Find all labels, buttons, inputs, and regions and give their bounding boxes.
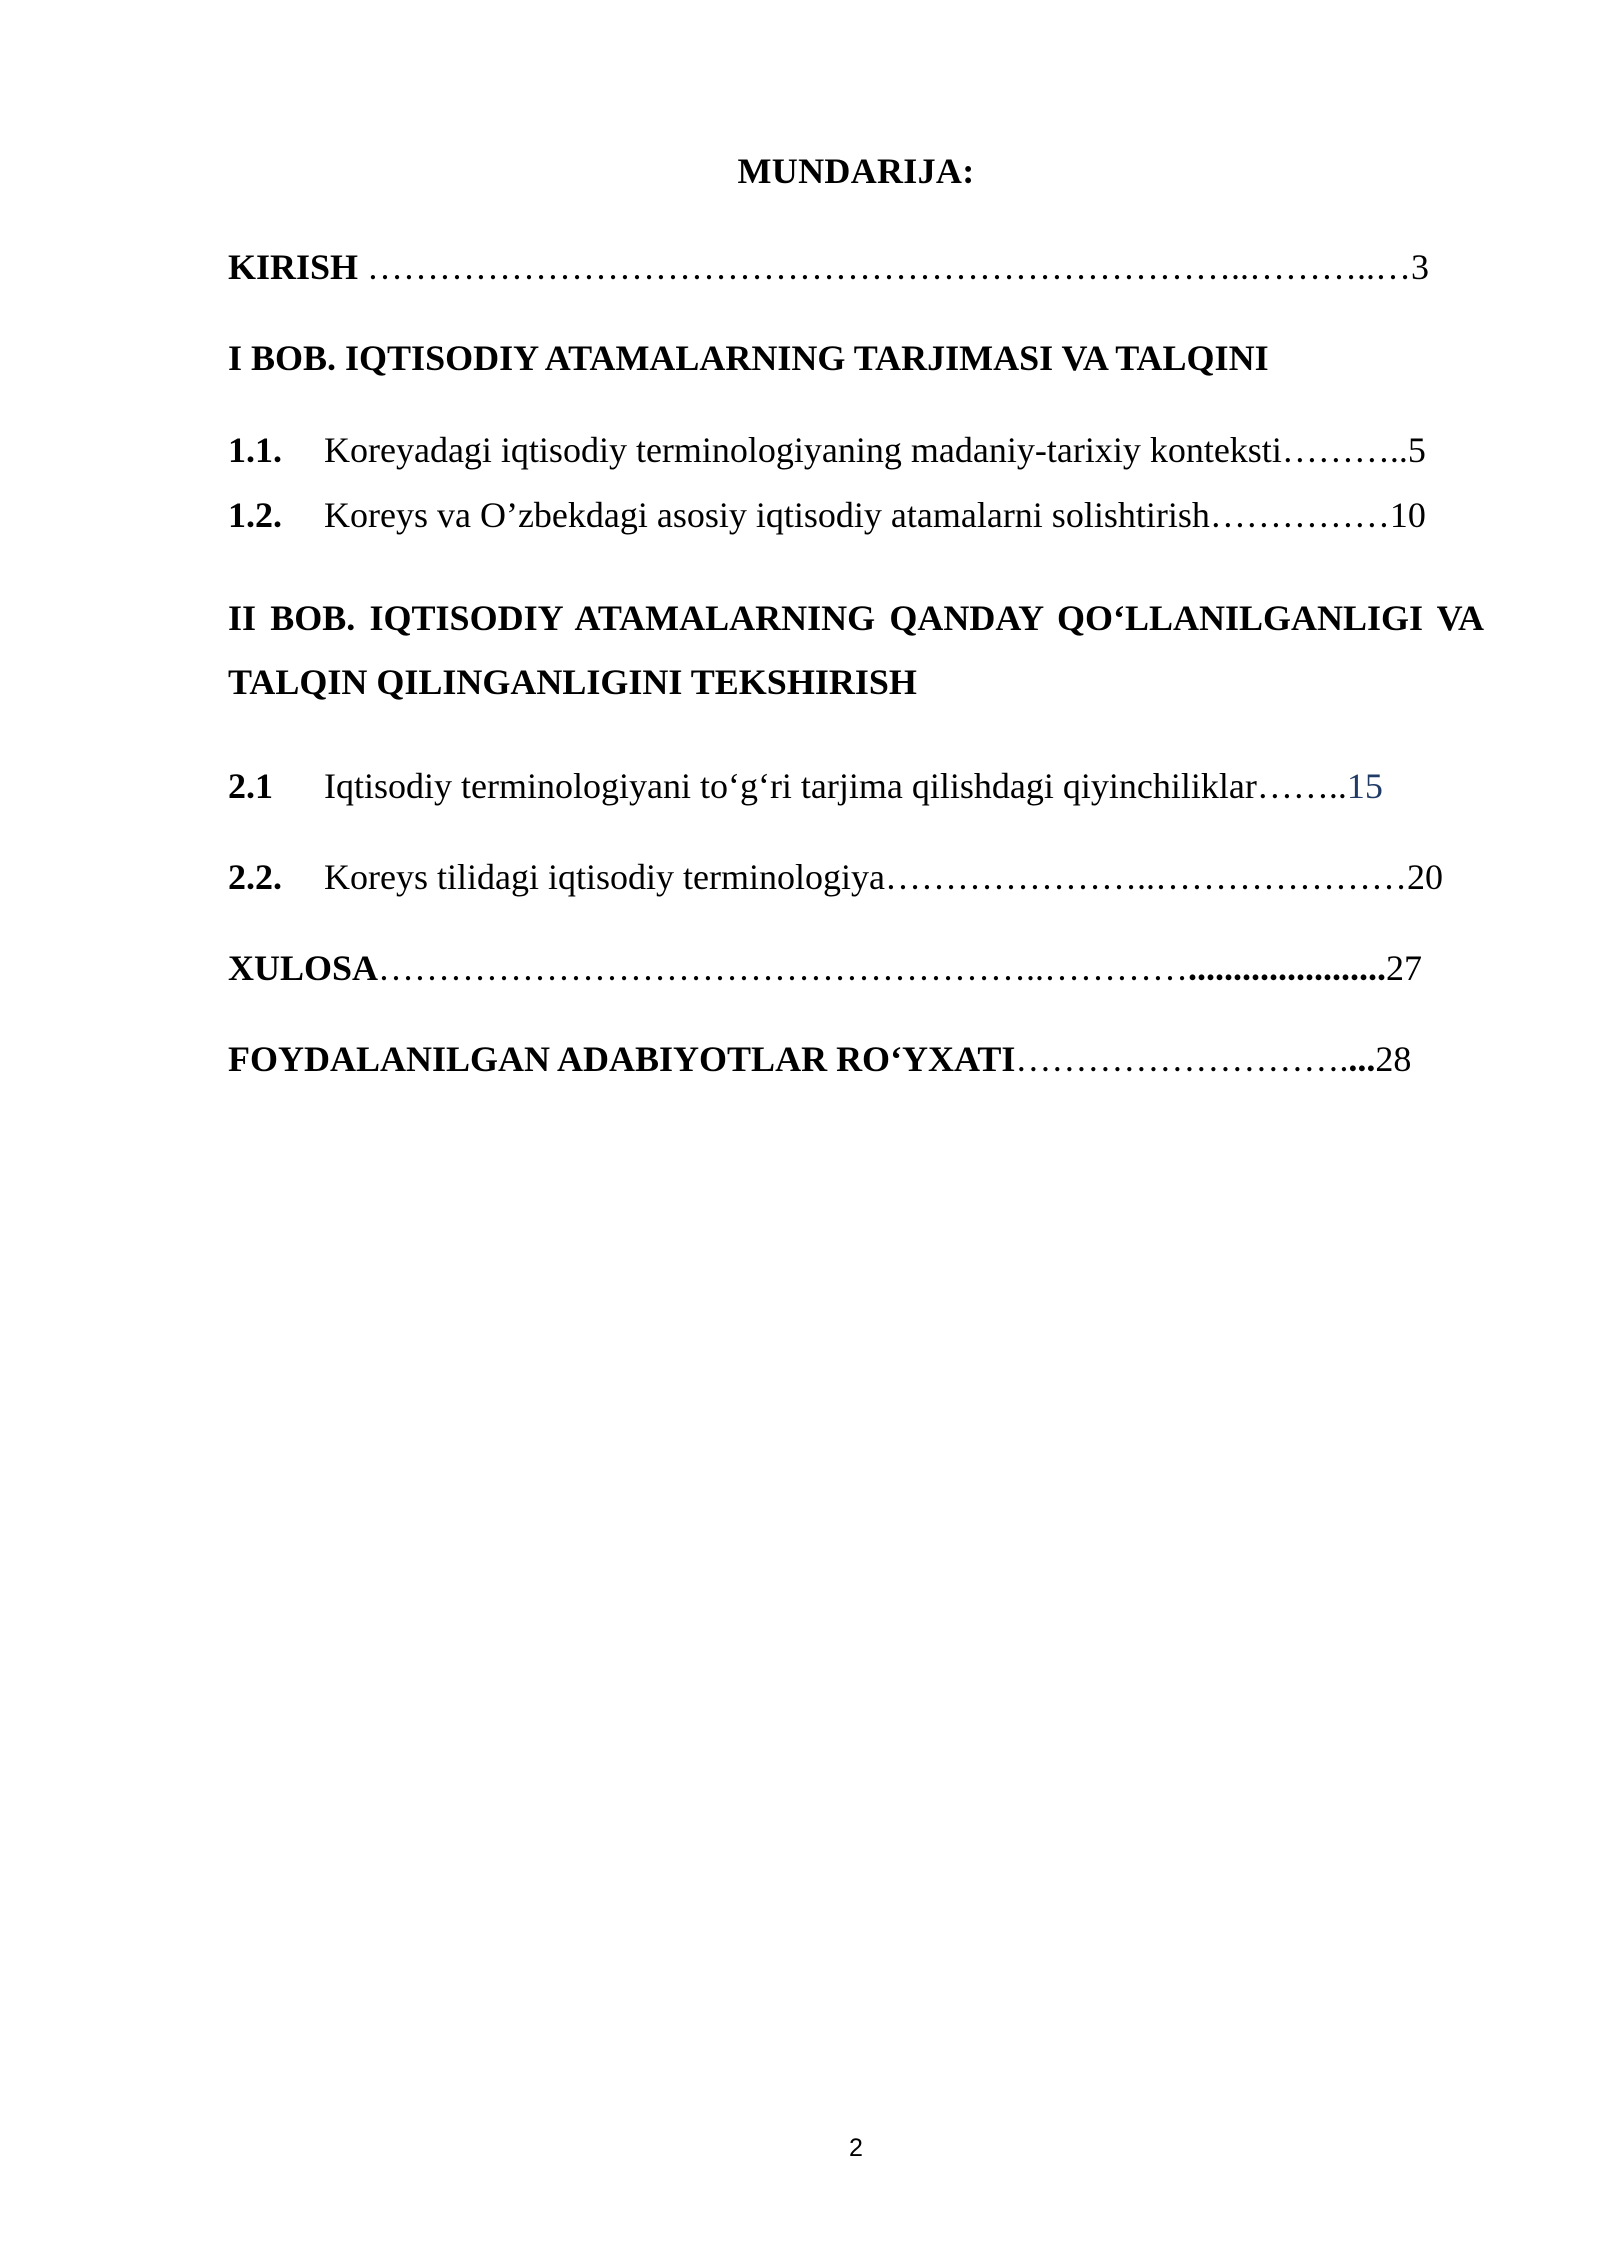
- toc-page-number: 3: [1411, 247, 1430, 287]
- toc-leader-dots: ……………: [1209, 495, 1390, 535]
- toc-section-number: 1.1.: [228, 430, 282, 470]
- toc-entry-text: Koreyadagi iqtisodiy terminologiyaning madaniy-tarixiy konteksti: [324, 430, 1282, 470]
- toc-entry-1-1[interactable]: [228, 428, 1426, 472]
- toc-leader-dots: ………………………………………………………………..………..…: [358, 247, 1412, 287]
- toc-leader-dots: ………..: [1281, 430, 1408, 470]
- toc-leader-dots: ………………………………………………..…………: [378, 948, 1189, 988]
- toc-entry-1-2[interactable]: [228, 493, 1426, 537]
- toc-chapter-1-heading[interactable]: I BOB. IQTISODIY ATAMALARNING TARJIMASI VA TALQINI: [228, 338, 1269, 378]
- toc-section-number: 2.1: [228, 766, 273, 806]
- toc-leader-dots: ……………………….: [1015, 1039, 1349, 1079]
- toc-entry-kirish[interactable]: [228, 245, 1429, 289]
- toc-page-number: 20: [1406, 857, 1443, 897]
- toc-page-number: 28: [1375, 1039, 1412, 1079]
- toc-entry-label: KIRISH: [228, 247, 359, 287]
- toc-leader-dots: …………………..…………………: [884, 857, 1407, 897]
- toc-page-number: 5: [1407, 430, 1426, 470]
- toc-leader-dots-bold: ......................: [1188, 948, 1387, 988]
- page-number-footer: 2: [849, 2134, 863, 2162]
- toc-entry-label: XULOSA: [228, 948, 379, 988]
- toc-entry-text: Iqtisodiy terminologiyani to‘g‘ri tarjima qilishdagi qiyinchiliklar: [324, 766, 1257, 806]
- toc-entry-label: FOYDALANILGAN ADABIYOTLAR RO‘YXATI: [228, 1039, 1016, 1079]
- page-title: MUNDARIJA:: [737, 151, 975, 191]
- toc-leader-dots: ……..: [1256, 766, 1347, 806]
- toc-page-number: 10: [1389, 495, 1426, 535]
- toc-entry-text: Koreys va O’zbekdagi asosiy iqtisodiy atamalarni solishtirish: [324, 495, 1210, 535]
- toc-entry-2-2[interactable]: [228, 855, 1443, 899]
- toc-page-number: 27: [1386, 948, 1423, 988]
- toc-section-number: 1.2.: [228, 495, 282, 535]
- toc-leader-dots-bold: ...: [1348, 1039, 1376, 1079]
- toc-entry-2-1[interactable]: [228, 764, 1383, 808]
- toc-entry-references[interactable]: [228, 1037, 1411, 1081]
- toc-entry-xulosa[interactable]: [228, 946, 1422, 990]
- toc-entry-text: Koreys tilidagi iqtisodiy terminologiya: [324, 857, 885, 897]
- toc-section-number: 2.2.: [228, 857, 282, 897]
- toc-page-number: 15: [1346, 766, 1383, 806]
- toc-chapter-2-heading[interactable]: II BOB. IQTISODIY ATAMALARNING QANDAY QO‘LLANILGANLIGI VA TALQIN QILINGANLIGINI TEKSHIRISH: [228, 598, 1484, 702]
